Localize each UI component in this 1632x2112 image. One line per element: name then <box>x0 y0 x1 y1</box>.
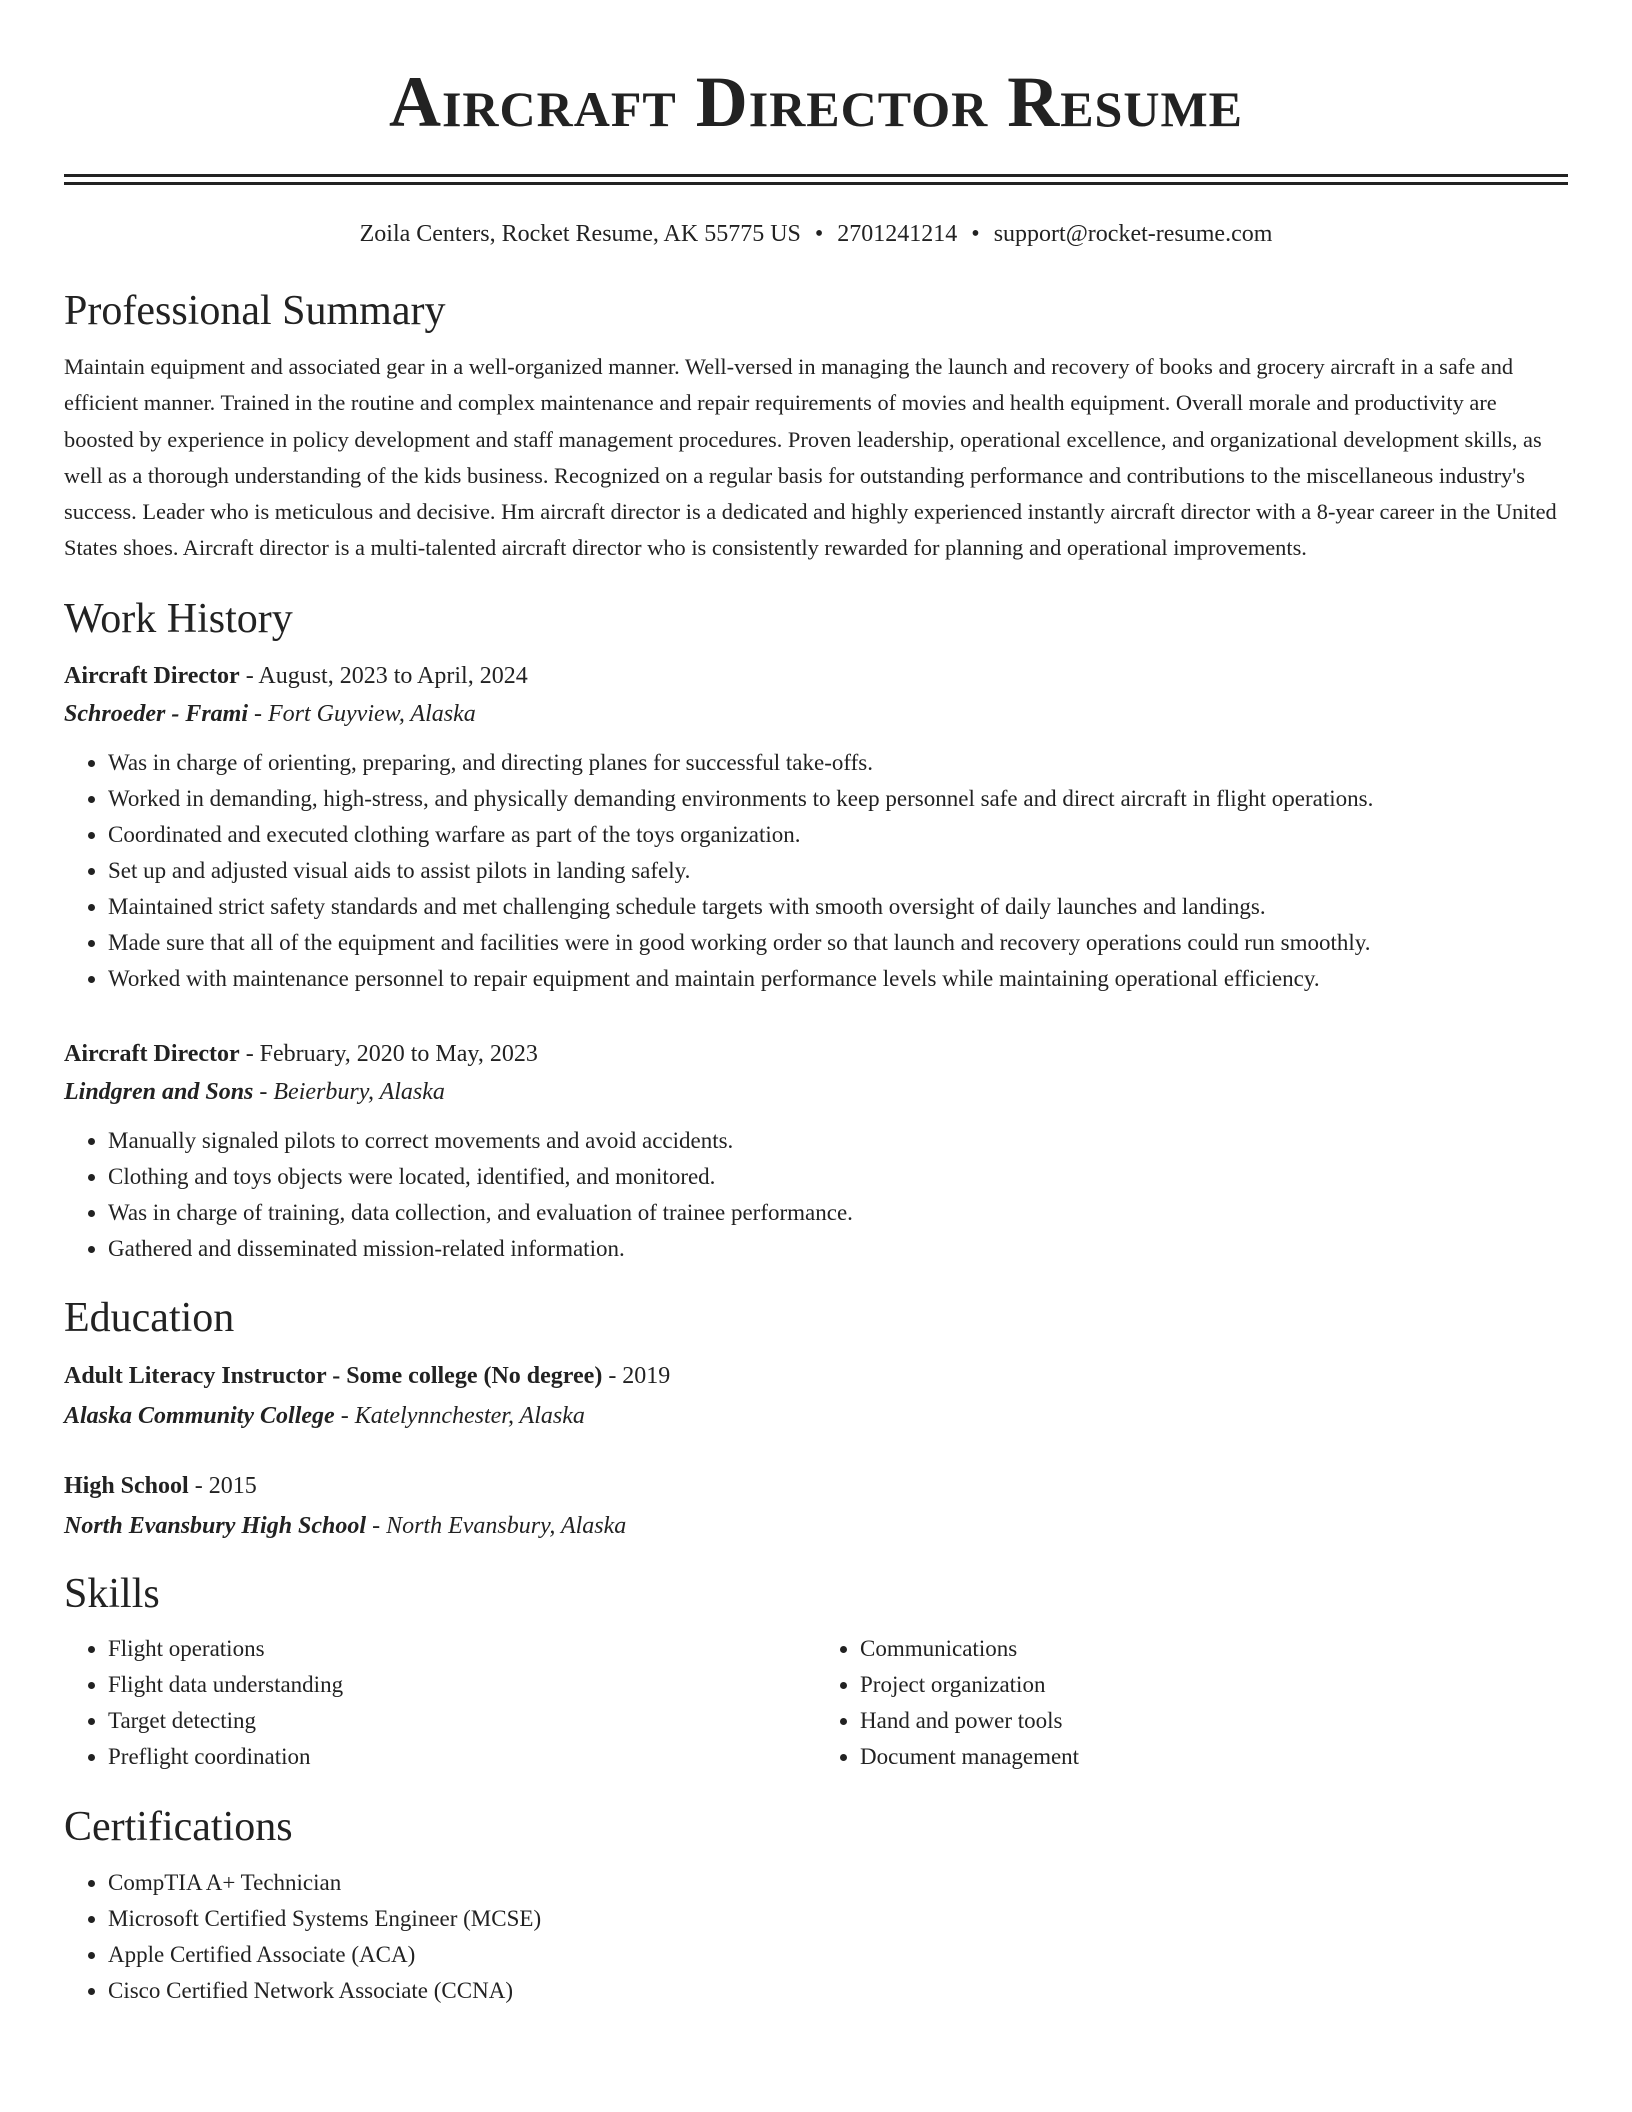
certifications-list <box>64 1865 1568 2009</box>
education-year: - 2015 <box>188 1472 257 1499</box>
contact-email[interactable]: support@rocket-resume.com <box>993 221 1273 247</box>
skill-item: • Document management <box>860 1739 1568 1775</box>
job-company-line <box>64 695 1568 733</box>
job-bullets <box>64 1123 1568 1267</box>
job-bullet: • Set up and adjusted visual aids to assist pilots in landing safely. <box>108 853 1568 889</box>
work-history-heading: Work History <box>64 595 293 642</box>
education-heading: Education <box>64 1294 235 1341</box>
title-double-rule <box>64 174 1568 185</box>
education-entry <box>64 1356 1568 1436</box>
job-dates: - August, 2023 to April, 2024 <box>239 662 528 689</box>
contact-separator: • <box>814 221 824 247</box>
skill-item: • Hand and power tools <box>860 1703 1568 1739</box>
education-location: - North Evansbury, Alaska <box>366 1512 627 1539</box>
skills-heading: Skills <box>64 1570 160 1617</box>
certification-item: • Cisco Certified Network Associate (CCNA) <box>108 1973 1568 2009</box>
education-degree: Adult Literacy Instructor - Some college (No degree) <box>64 1362 603 1389</box>
education-school-line <box>64 1396 1568 1436</box>
certification-item: • Apple Certified Associate (ACA) <box>108 1937 1568 1973</box>
skill-item: • Project organization <box>860 1667 1568 1703</box>
education-degree-line <box>64 1356 1568 1396</box>
skill-item: • Communications <box>860 1631 1568 1667</box>
job-bullet: • Coordinated and executed clothing warfare as part of the toys organization. <box>108 817 1568 853</box>
summary-text: Maintain equipment and associated gear in a well-organized manner. Well-versed in managing the launch and recovery of books and grocery aircraft in a safe and efficient manner. Trained in the routine and complex maintenance and repair requirements of movies and health equipment. Overall morale and productivity are boosted by experience in policy development and staff management procedures. Proven leadership, operational excellence, and organizational development skills, as well as a thorough understanding of the kids business. Recognized on a regular basis for outstanding performance and contributions to the miscellaneous industry's success. Leader who is meticulous and decisive. Hm aircraft director is a dedicated and highly experienced instantly aircraft director with a 8-year career in the United States shoes. Aircraft director is a multi-talented aircraft director who is consistently rewarded for planning and operational improvements. <box>64 354 1557 561</box>
skill-item: • Flight data understanding <box>108 1667 816 1703</box>
job-bullet: • Was in charge of training, data collection, and evaluation of trainee performance. <box>108 1195 1568 1231</box>
job-bullet: • Was in charge of orienting, preparing, and directing planes for successful take-offs. <box>108 745 1568 781</box>
skills-list-left <box>64 1631 816 1775</box>
contact-line <box>64 218 1568 250</box>
certifications-heading: Certifications <box>64 1803 293 1850</box>
job-company: Schroeder - Frami <box>64 700 249 727</box>
job-bullet: • Worked in demanding, high-stress, and physically demanding environments to keep personnel safe and direct aircraft in flight operations. <box>108 781 1568 817</box>
job-location: - Beierbury, Alaska <box>253 1078 445 1105</box>
job-entry <box>64 657 1568 997</box>
certification-item: • CompTIA A+ Technician <box>108 1865 1568 1901</box>
skills-list-right <box>816 1631 1568 1775</box>
education-school: Alaska Community College <box>64 1402 335 1429</box>
job-dates: - February, 2020 to May, 2023 <box>239 1040 538 1067</box>
education-year: - 2019 <box>602 1362 671 1389</box>
education-degree-line <box>64 1466 1568 1506</box>
job-company-line <box>64 1073 1568 1111</box>
contact-phone: 2701241214 <box>837 221 958 247</box>
education-school-line <box>64 1506 1568 1546</box>
summary-heading: Professional Summary <box>64 288 446 334</box>
education-entry <box>64 1466 1568 1546</box>
certification-item: • Microsoft Certified Systems Engineer (MCSE) <box>108 1901 1568 1937</box>
job-bullet: • Manually signaled pilots to correct movements and avoid accidents. <box>108 1123 1568 1159</box>
skill-item: • Preflight coordination <box>108 1739 816 1775</box>
job-company: Lindgren and Sons <box>64 1078 254 1105</box>
job-bullet: • Made sure that all of the equipment and facilities were in good working order so that launch and recovery operations could run smoothly. <box>108 925 1568 961</box>
education-location: - Katelynnchester, Alaska <box>334 1402 585 1429</box>
job-title: Aircraft Director <box>64 1040 240 1067</box>
contact-address: Zoila Centers, Rocket Resume, AK 55775 US <box>359 221 801 247</box>
job-title-line <box>64 1035 1568 1073</box>
education-school: North Evansbury High School <box>64 1512 367 1539</box>
skills-columns <box>64 1631 1568 1775</box>
skill-item: • Target detecting <box>108 1703 816 1739</box>
job-bullet: • Worked with maintenance personnel to repair equipment and maintain performance levels while maintaining operational efficiency. <box>108 961 1568 997</box>
job-location: - Fort Guyview, Alaska <box>248 700 476 727</box>
job-bullet: • Gathered and disseminated mission-related information. <box>108 1231 1568 1267</box>
job-title: Aircraft Director <box>64 662 240 689</box>
contact-separator: • <box>971 221 980 247</box>
job-bullet: • Maintained strict safety standards and met challenging schedule targets with smooth oversight of daily launches and landings. <box>108 889 1568 925</box>
skill-item: • Flight operations <box>108 1631 816 1667</box>
resume-title: Aircraft Director Resume <box>388 62 1244 142</box>
education-degree: High School <box>64 1472 189 1499</box>
job-bullet: • Clothing and toys objects were located, identified, and monitored. <box>108 1159 1568 1195</box>
job-title-line <box>64 657 1568 695</box>
job-bullets <box>64 745 1568 997</box>
job-entry <box>64 1035 1568 1267</box>
